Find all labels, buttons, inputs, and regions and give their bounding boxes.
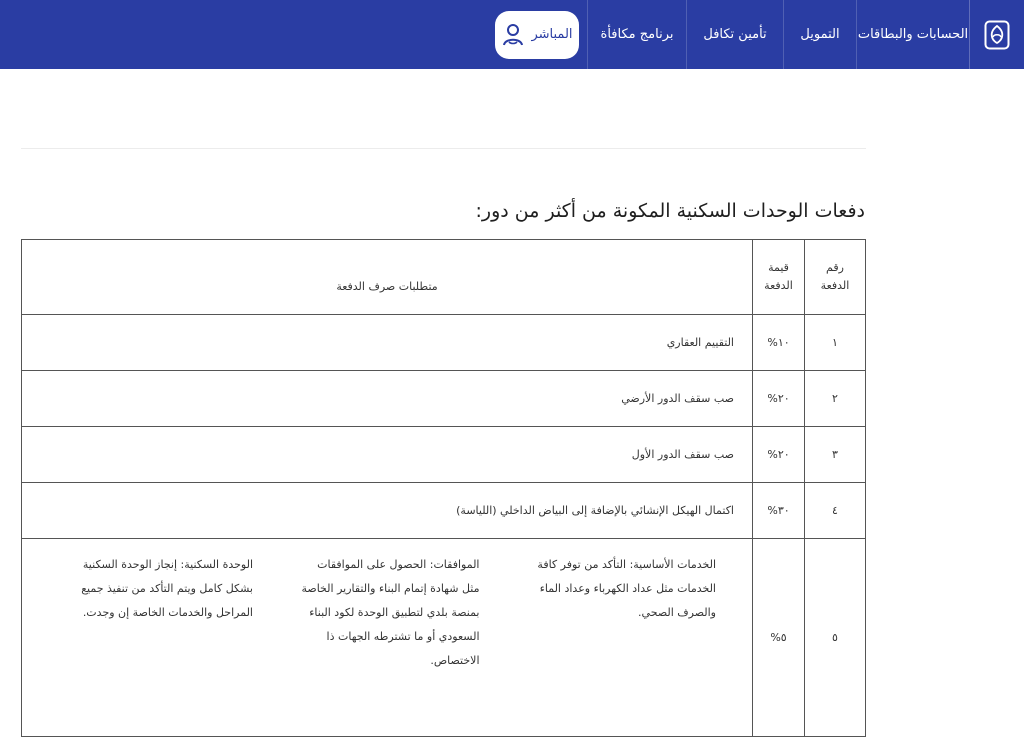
table-row: [22, 315, 866, 371]
row-requirement: اكتمال الهيكل الإنشائي بالإضافة إلى البياض الداخلي (اللياسة): [22, 483, 753, 539]
row-value: ٣٠%: [753, 483, 805, 539]
header-payment-value-label: قيمة الدفعة: [764, 261, 793, 292]
live-button-wrap: [495, 0, 587, 69]
requirement-subcolumns: [23, 553, 734, 673]
requirement-services: الخدمات الأساسية: التأكد من توفر كافة الخدمات مثل عداد الكهرباء وعداد الماء والصرف الصحي.: [537, 558, 716, 619]
section-divider: [21, 148, 866, 149]
table-row: [22, 483, 866, 539]
row-value: ٥%: [753, 539, 805, 737]
assistant-icon: [501, 22, 525, 48]
row-value: ٢٠%: [753, 371, 805, 427]
row-value: ٢٠%: [753, 427, 805, 483]
top-navbar: [0, 0, 1024, 69]
row-requirement: [22, 539, 753, 737]
table-row: [22, 539, 866, 737]
header-payment-number-label: رقم الدفعة: [820, 261, 850, 292]
row-requirement: صب سقف الدور الأرضي: [22, 371, 753, 427]
row-requirement: التقييم العقاري: [22, 315, 753, 371]
header-requirements: متطلبات صرف الدفعة: [22, 240, 753, 315]
row-value: ١٠%: [753, 315, 805, 371]
bank-logo[interactable]: [969, 0, 1024, 69]
header-payment-value: [753, 240, 805, 315]
bank-logo-icon: [984, 20, 1010, 50]
payments-table: [21, 239, 866, 737]
row-number: ٤: [805, 483, 866, 539]
table-row: [22, 371, 866, 427]
nav-item-mukafaa-program[interactable]: برنامج مكافأة: [587, 0, 686, 69]
table-header-row: [22, 240, 866, 315]
row-requirement: صب سقف الدور الأول: [22, 427, 753, 483]
live-button-label: المباشر: [531, 27, 573, 42]
header-payment-number: [805, 240, 866, 315]
live-button[interactable]: [495, 11, 579, 59]
nav-item-accounts-cards[interactable]: الحسابات والبطاقات: [856, 0, 969, 69]
row-number: ١: [805, 315, 866, 371]
nav-item-financing[interactable]: التمويل: [783, 0, 856, 69]
requirement-approvals: الموافقات: الحصول على الموافقات مثل شهادة إتمام البناء والتقارير الخاصة بمنصة بلدي لتطبيق الوحدة لكود البناء السعودي أو ما تشترطه الجهات ذا الاختصاص.: [301, 558, 480, 667]
row-number: ٥: [805, 539, 866, 737]
table-row: [22, 427, 866, 483]
row-number: ٢: [805, 371, 866, 427]
nav-item-takaful-insurance[interactable]: تأمين تكافل: [686, 0, 783, 69]
requirement-unit: الوحدة السكنية: إنجاز الوحدة السكنية بشكل كامل ويتم التأكد من تنفيذ جميع المراحل والخدمات الخاصة إن وجدت.: [81, 558, 253, 619]
section-title: دفعات الوحدات السكنية المكونة من أكثر من دور:: [475, 200, 865, 222]
row-number: ٣: [805, 427, 866, 483]
